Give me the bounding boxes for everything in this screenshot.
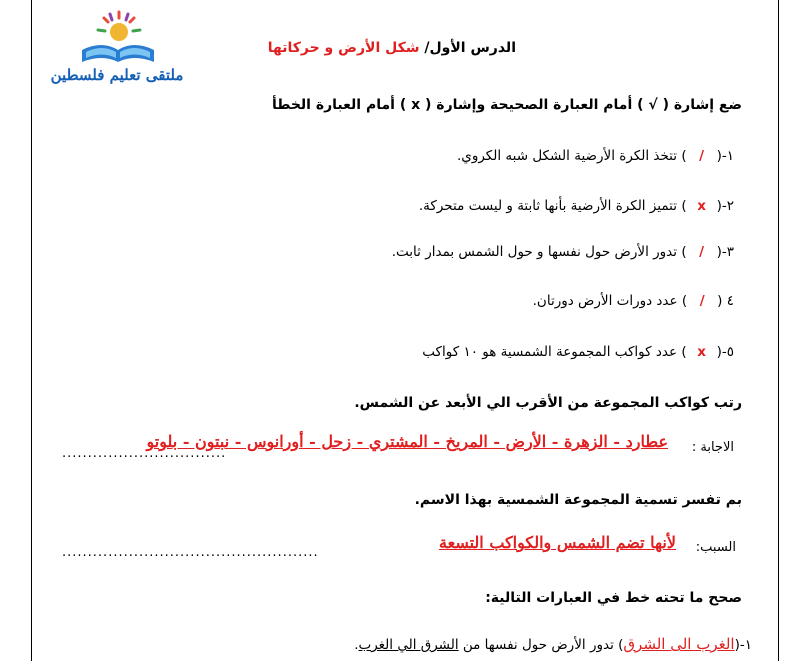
answer-mark-2: x [697,198,706,214]
section3-question: بم تفسر تسمية المجموعة الشمسية بهذا الاسم. [414,492,742,508]
section3-reason: لأنها تضم الشمس والكواكب التسعة [439,533,676,552]
answer-mark-1: / [699,148,705,164]
lesson-title [268,40,516,56]
section2-answer: عطارد - الزهرة - الأرض - المريخ - المشتري - زحل - أورانوس - نبتون - بلوتو [146,432,668,451]
underlined-word: الشرق الي الغرب [358,637,459,653]
right-border [778,0,779,661]
section4-instruction: صحح ما تحته خط في العبارات التالية: [485,590,742,606]
answer-mark-5: x [697,344,706,360]
answer-mark-3: / [699,244,705,260]
section2-answer-label: الاجابة : [691,440,734,455]
statement-3: ٣-(/) تدور الأرض حول نفسها و حول الشمس بمدار ثابت. [391,244,734,260]
book-sun-icon [42,8,192,68]
section1-instruction: ضع إشارة ( √ ) أمام العبارة الصحيحة وإشارة ( x ) أمام العبارة الخطأ [271,97,742,113]
lesson-number: الدرس الأول/ [419,40,516,56]
statement-1: ١-(/) تتخذ الكرة الأرضية الشكل شبه الكروي. [456,148,734,164]
section3-dots: .................................................. [62,545,319,560]
left-border [31,0,32,661]
section3-reason-label: السبب: [695,540,736,555]
section2-question: رتب كواكب المجموعة من الأقرب الي الأبعد عن الشمس. [354,395,742,411]
statement-4: ٤ (/) عدد دورات الأرض دورتان. [532,293,734,309]
section4-item-1: ١-(الغرب الى الشرق) تدور الأرض حول نفسها من الشرق الي الغرب. [354,635,752,653]
lesson-name: شكل الأرض و حركاتها [267,40,420,56]
statement-2: ٢-(x) تتميز الكرة الأرضية بأنها ثابتة و ليست متحركة. [418,198,734,214]
statement-5: ٥-(x) عدد كواكب المجموعة الشمسية هو ١٠ كواكب [422,344,734,360]
section2-dots: ................................ [62,446,227,461]
answer-mark-4: / [699,293,705,309]
correction-answer: الغرب الى الشرق [623,635,735,653]
logo-caption: ملتقى تعليم فلسطين [50,66,184,84]
logo [42,8,192,88]
